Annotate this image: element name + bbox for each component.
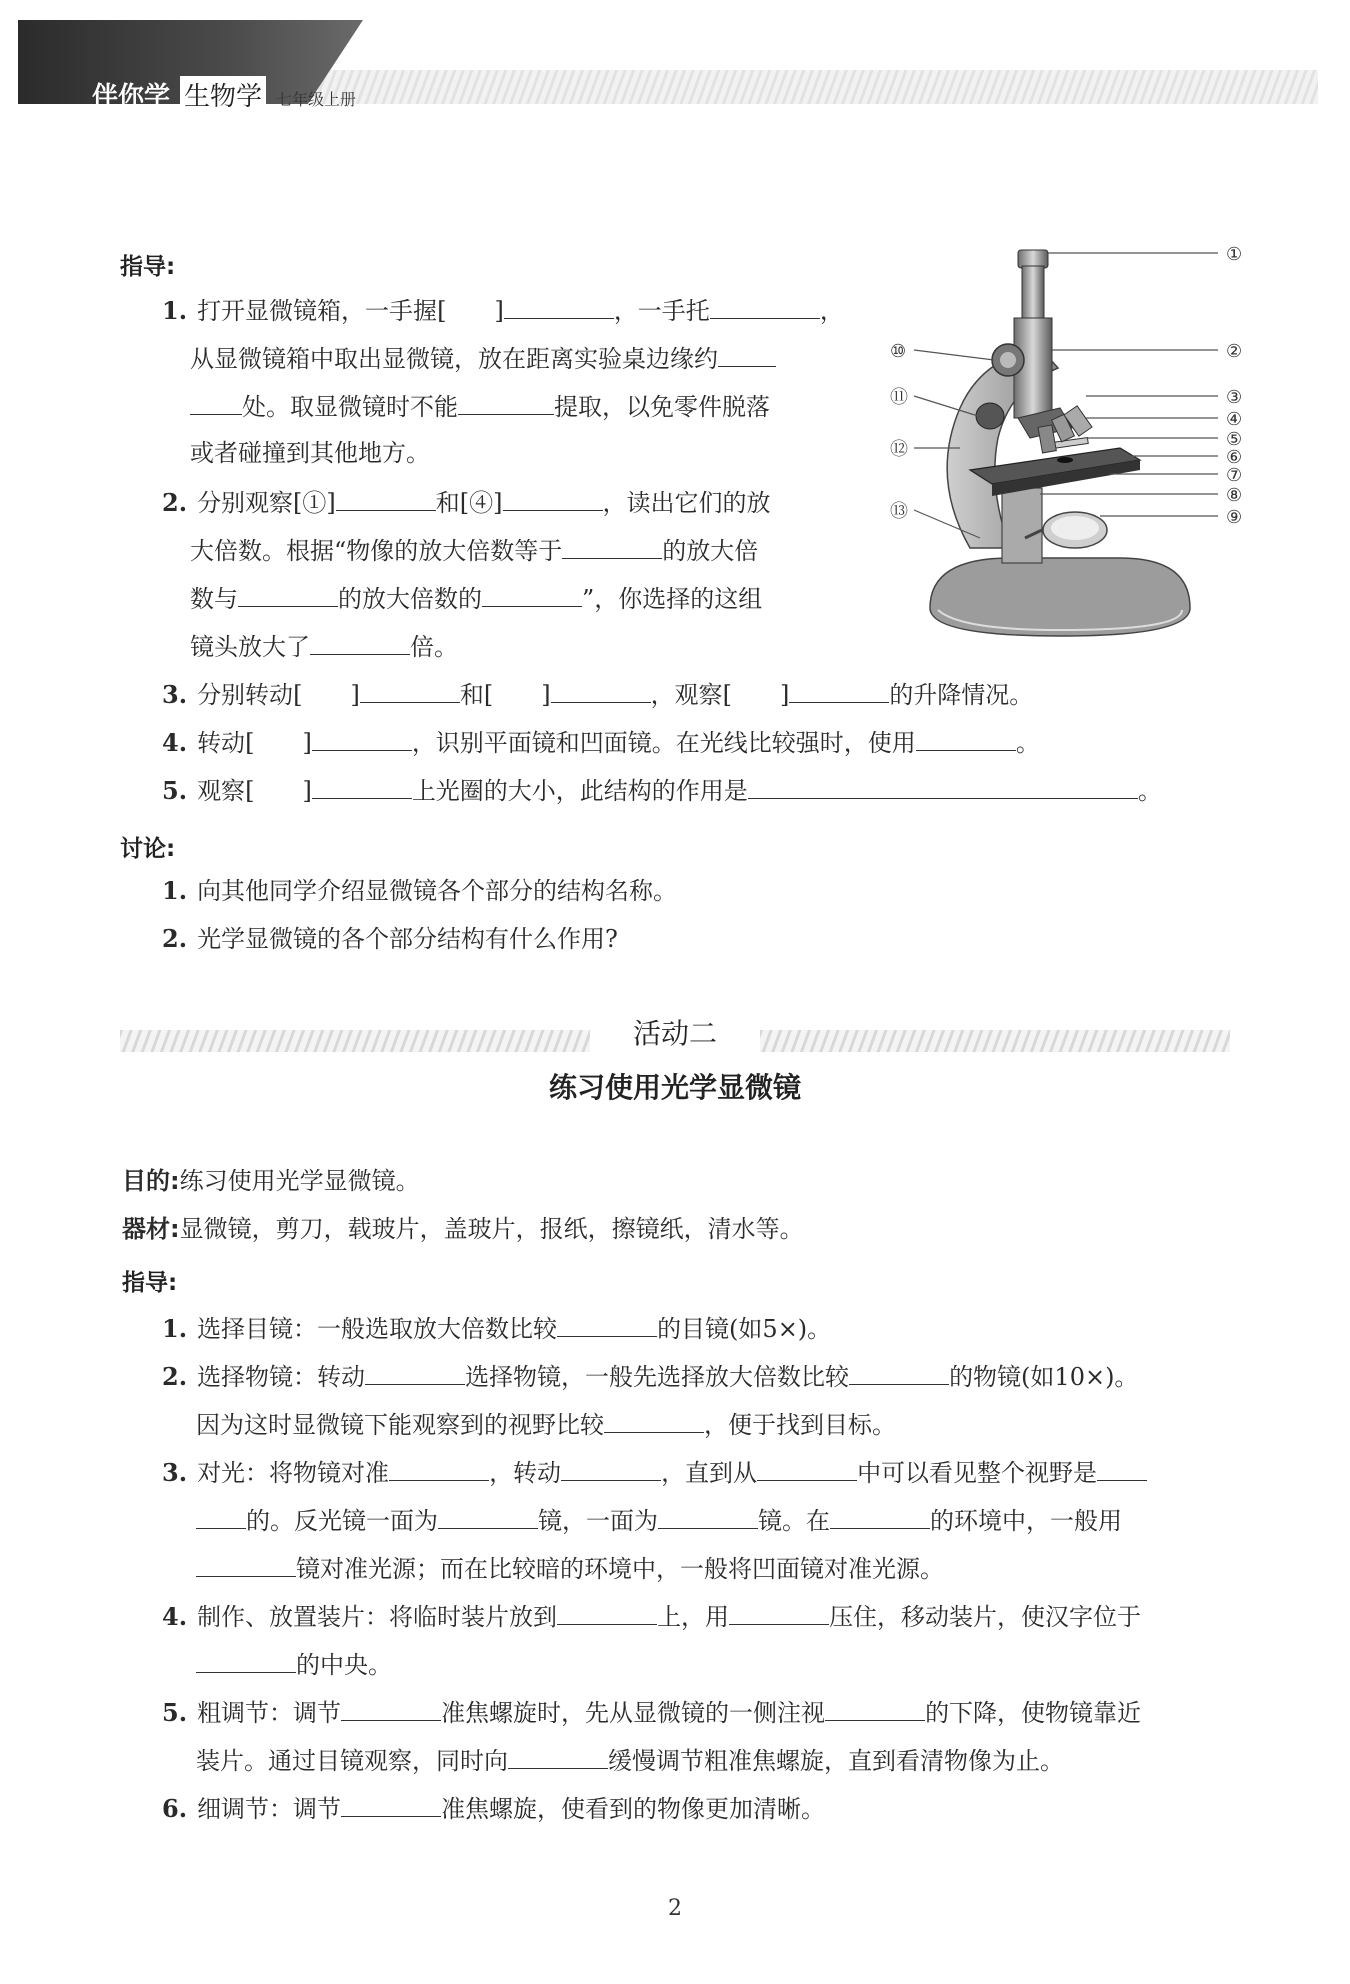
callout-12: ⑫: [890, 439, 908, 460]
header-subject: 生物学: [180, 76, 266, 113]
callout-8: ⑧: [1226, 485, 1243, 506]
callout-9: ⑨: [1226, 507, 1243, 528]
blank[interactable]: [310, 630, 410, 655]
guide-item-1-line-1: 1. 打开显微镜箱，一手握[ ] ，一手托 ，: [162, 296, 844, 325]
guide-item-5: 5. 观察[ ] 上光圈的大小，此结构的作用是 。: [162, 776, 1162, 805]
blank[interactable]: [562, 534, 662, 559]
blank[interactable]: [190, 390, 242, 415]
blank[interactable]: [508, 1744, 608, 1769]
step-5-line-2: 装片。通过目镜观察，同时向 缓慢调节粗准焦螺旋，直到看清物像为止。: [196, 1744, 1064, 1776]
discuss-label: 讨论:: [120, 836, 176, 862]
guide-item-1-line-2: 从显微镜箱中取出显微镜，放在距离实验桌边缘约: [190, 342, 776, 374]
callout-2: ②: [1226, 341, 1243, 362]
microscope-eyepiece: [1018, 250, 1048, 268]
blank[interactable]: [389, 1456, 489, 1481]
blank[interactable]: [503, 486, 603, 511]
activity-materials: 器材:显微镜，剪刀，载玻片，盖玻片，报纸，擦镜纸，清水等。: [122, 1215, 804, 1243]
blank[interactable]: [561, 1456, 661, 1481]
blank[interactable]: [196, 1552, 296, 1577]
blank[interactable]: [336, 486, 436, 511]
blank[interactable]: [757, 1456, 857, 1481]
blank[interactable]: [341, 1792, 441, 1817]
microscope-fine-knob: [976, 403, 1004, 429]
blank[interactable]: [504, 294, 614, 319]
guide-item-2-line-2: 大倍数。根据“物像的放大倍数等于 的放大倍: [190, 534, 758, 566]
callout-6: ⑥: [1226, 447, 1243, 468]
callout-11: ⑪: [890, 387, 908, 408]
blank[interactable]: [789, 678, 889, 703]
callout-7: ⑦: [1226, 465, 1243, 486]
blank[interactable]: [360, 678, 460, 703]
step-2-line-2: 因为这时显微镜下能观察到的视野比较 ，便于找到目标。: [196, 1408, 896, 1440]
blank[interactable]: [825, 1696, 925, 1721]
step-5-line-1: 5. 粗调节：调节 准焦螺旋时，先从显微镜的一侧注视 的下降，使物镜靠近: [162, 1698, 1142, 1727]
activity-decor-right: [760, 1030, 1230, 1052]
callout-4: ④: [1226, 409, 1243, 430]
header-decor-band: [300, 70, 1318, 104]
step-4-line-1: 4. 制作、放置装片：将临时装片放到 上，用 压住，移动装片，使汉字位于: [162, 1602, 1142, 1631]
blank[interactable]: [551, 678, 651, 703]
guide-item-2-line-1: 2. 分别观察[①] 和[④] ，读出它们的放: [162, 488, 771, 517]
blank[interactable]: [365, 1360, 465, 1385]
blank[interactable]: [438, 1504, 538, 1529]
blank[interactable]: [1097, 1456, 1147, 1481]
discuss-item-1: 1. 向其他同学介绍显微镜各个部分的结构名称。: [162, 876, 678, 905]
blank[interactable]: [458, 390, 554, 415]
blank[interactable]: [718, 342, 776, 367]
page-header: [0, 0, 1350, 120]
step-2-line-1: 2. 选择物镜：转动 选择物镜，一般先选择放大倍数比较 的物镜(如10×)。: [162, 1362, 1139, 1391]
blank[interactable]: [830, 1504, 930, 1529]
activity-decor-left: [120, 1030, 590, 1052]
blank[interactable]: [849, 1360, 949, 1385]
guide-item-4: 4. 转动[ ] ，识别平面镜和凹面镜。在光线比较强时，使用 。: [162, 728, 1040, 757]
callout-3: ③: [1226, 387, 1243, 408]
blank[interactable]: [658, 1504, 758, 1529]
guide-label: 指导:: [120, 254, 176, 280]
blank[interactable]: [748, 774, 1138, 799]
guide-item-3: 3. 分别转动[ ] 和[ ] ，观察[ ] 的升降情况。: [162, 680, 1034, 709]
step-4-line-2: 的中央。: [196, 1648, 392, 1680]
blank[interactable]: [238, 582, 338, 607]
step-3-line-2: 的。反光镜一面为 镜，一面为 镜。在 的环境中，一般用: [196, 1504, 1122, 1536]
guide-item-1-line-3: 处。取显微镜时不能 提取，以免零件脱落: [190, 390, 770, 422]
activity-title: 活动二: [632, 1017, 717, 1050]
blank[interactable]: [557, 1600, 657, 1625]
discuss-item-2: 2. 光学显微镜的各个部分结构有什么作用?: [162, 924, 618, 953]
activity-guide-label: 指导:: [122, 1270, 178, 1296]
guide-item-1-line-4: 或者碰撞到其他地方。: [190, 439, 430, 467]
blank[interactable]: [557, 1312, 657, 1337]
blank[interactable]: [312, 774, 412, 799]
blank[interactable]: [341, 1696, 441, 1721]
step-3-line-3: 镜对准光源；而在比较暗的环境中，一般将凹面镜对准光源。: [196, 1552, 944, 1584]
step-1: 1. 选择目镜：一般选取放大倍数比较 的目镜(如5×)。: [162, 1314, 832, 1343]
blank[interactable]: [916, 726, 1016, 751]
step-6: 6. 细调节：调节 准焦螺旋，使看到的物像更加清晰。: [162, 1794, 826, 1823]
blank[interactable]: [710, 294, 820, 319]
blank[interactable]: [196, 1648, 296, 1673]
blank[interactable]: [312, 726, 412, 751]
activity-purpose: 目的:练习使用光学显微镜。: [122, 1167, 420, 1195]
page-number: 2: [668, 1896, 682, 1921]
callout-10: ⑩: [890, 341, 907, 362]
header-grade: 七年级上册: [276, 90, 357, 109]
activity-subtitle: 练习使用光学显微镜: [548, 1071, 801, 1104]
header-brand: 伴你学: [92, 82, 171, 112]
callout-13: ⑬: [890, 501, 908, 522]
callout-5: ⑤: [1226, 429, 1243, 450]
guide-item-2-line-4: 镜头放大了 倍。: [190, 630, 458, 662]
blank[interactable]: [482, 582, 582, 607]
callout-1: ①: [1226, 244, 1243, 265]
guide-item-2-line-3: 数与 的放大倍数的 ”，你选择的这组: [190, 582, 762, 614]
blank[interactable]: [196, 1504, 246, 1529]
header-text: [92, 76, 357, 112]
microscope-figure: [890, 238, 1260, 658]
blank[interactable]: [604, 1408, 704, 1433]
step-3-line-1: 3. 对光：将物镜对准 ，转动 ，直到从 中可以看见整个视野是: [162, 1456, 1147, 1488]
blank[interactable]: [729, 1600, 829, 1625]
